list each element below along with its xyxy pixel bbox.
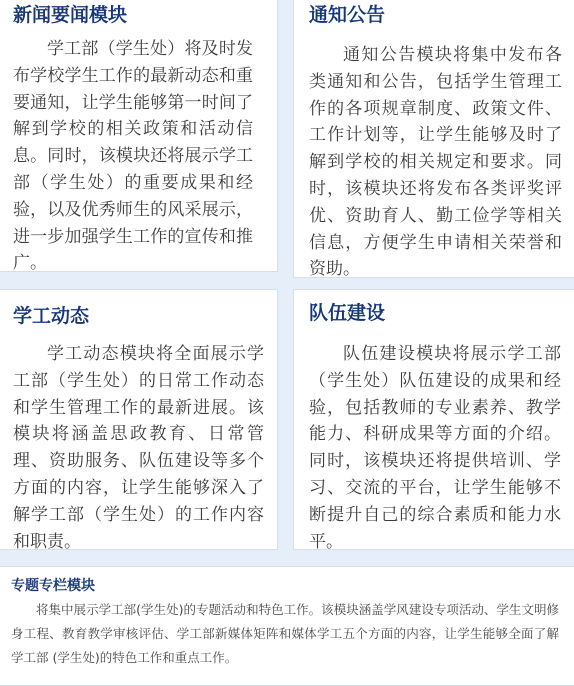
news-body: 学工部（学生处）将及时发布学校学生工作的最新动态和重要通知，让学生能够第一时间了解到学校的相关政策和活动信息。同时，该模块还将展示学工部（学生处）的重要成果和经验，以及优秀师生的风采展示，进一步加强学生工作的宣传和推广。 <box>13 39 253 274</box>
team-title: 队伍建设 <box>309 302 386 324</box>
team-body: 队伍建设模块将展示学工部（学生处）队伍建设的成果和经验，包括教师的专业素养、教学能力、科研成果等方面的介绍。同时，该模块还将提供培训、学习、交流的平台，让学生能够不断提升自己的综合素质和能力水平。 <box>309 344 561 552</box>
notice-body: 通知公告模块将集中发布各类通知和公告，包括学生管理工作的各项规章制度、政策文件、工作计划等，让学生能够及时了解到学校的相关规定和要求。同时，该模块还将发布各类评奖评优、资助育人、勤工俭学等相关信息，方便学生申请相关荣誉和资助。 <box>309 45 562 280</box>
special-title: 专题专栏模块 <box>11 578 95 594</box>
news-card <box>0 0 278 272</box>
dynamics-body: 学工动态模块将全面展示学工部（学生处）的日常工作动态和学生管理工作的最新进展。该模块将涵盖思政教育、日常管理、资助服务、队伍建设等多个方面的内容，让学生能够深入了解学工部（学生处）的工作内容和职责。 <box>13 344 264 552</box>
dynamics-title: 学工动态 <box>13 305 90 327</box>
dynamics-card <box>0 289 278 550</box>
news-title: 新闻要闻模块 <box>13 4 128 26</box>
team-card <box>293 289 574 550</box>
special-card <box>0 566 574 686</box>
notice-title: 通知公告 <box>309 4 386 26</box>
special-body: 将集中展示学工部(学生处)的专题活动和特色工作。该模块涵盖学风建设专项活动、学生文明修身工程、教育教学审核评估、学工部新媒体矩阵和媒体学工五个方面的内容，让学生能够全面了解学工部 (学生处)的特色工作和重点工作。 <box>11 602 559 665</box>
notice-card <box>293 0 574 278</box>
